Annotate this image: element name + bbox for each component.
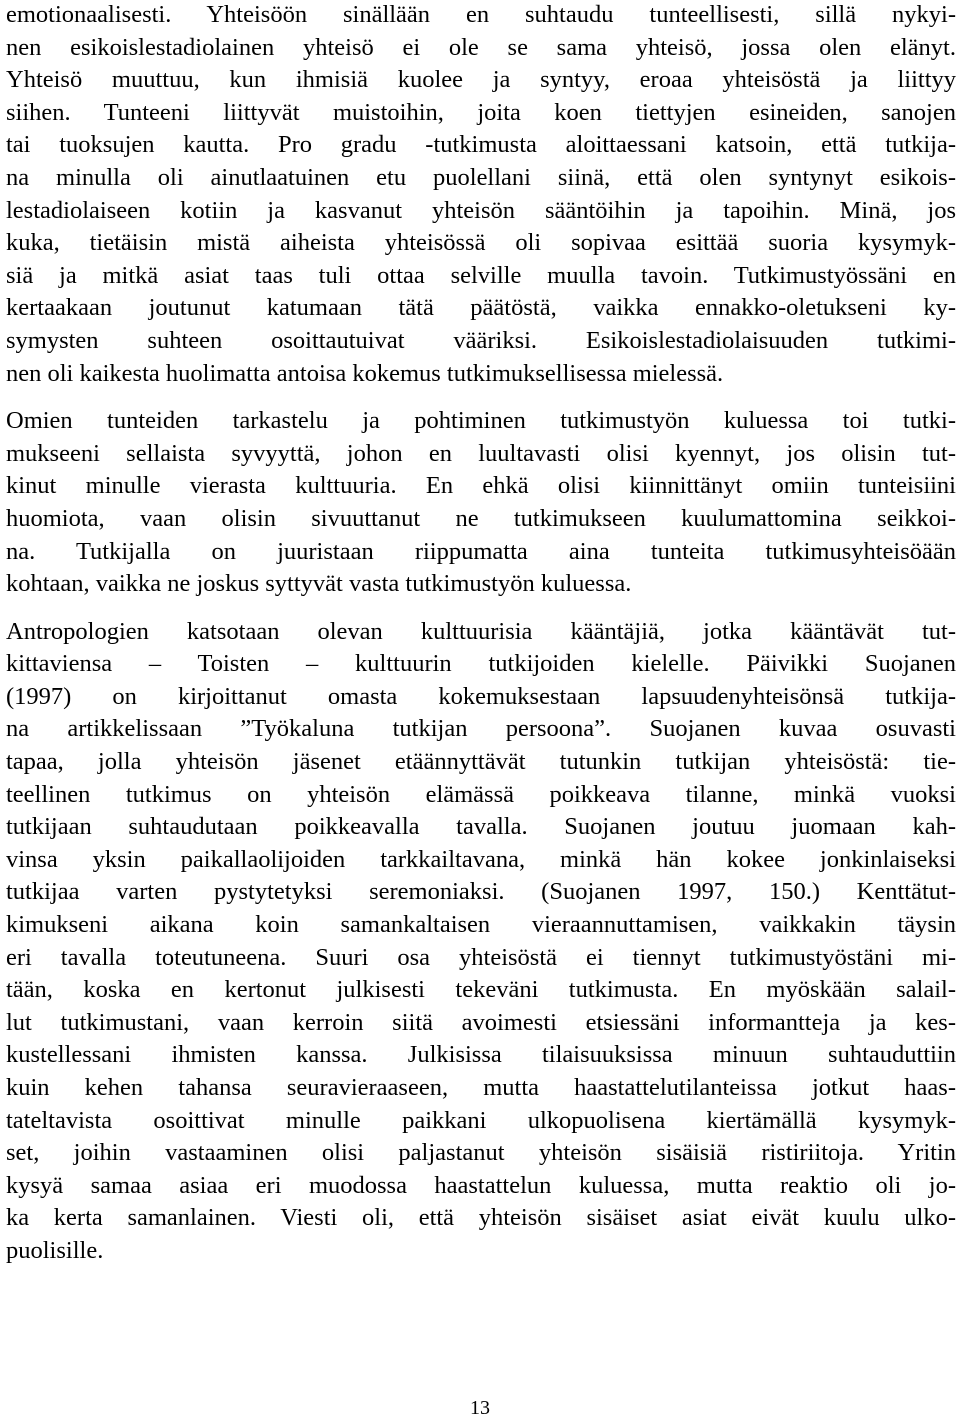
text-line: set, joihin vastaaminen olisi paljastanut yhteisön sisäisiä ristiriitoja. Yritin bbox=[6, 1139, 956, 1167]
body-text bbox=[6, 0, 956, 1268]
text-line: kysyä samaa asiaa eri muodossa haastattelun kuluessa, mutta reaktio oli jo- bbox=[6, 1171, 956, 1199]
text-line: kinut minulle vierasta kulttuuria. En ehkä olisi kiinnittänyt omiin tunteisiini bbox=[6, 472, 956, 500]
paragraph-3 bbox=[6, 616, 956, 1268]
text-line: nen esikoislestadiolainen yhteisö ei ole se sama yhteisö, jossa olen elänyt. bbox=[6, 33, 956, 61]
text-line: kuin kehen tahansa seuravieraaseen, mutta haastattelutilanteissa jotkut haas- bbox=[6, 1074, 956, 1101]
text-line: na minulla oli ainutlaatuinen etu puolellani siinä, että olen syntynyt esikois- bbox=[6, 163, 956, 191]
text-line: kustellessani ihmisten kanssa. Julkisissa tilaisuuksissa minuun suhtauduttiin bbox=[6, 1041, 956, 1069]
text-line: tai tuoksujen kautta. Pro gradu -tutkimusta aloittaessani katsoin, että tutkija- bbox=[6, 131, 956, 159]
text-line: siihen. Tunteeni liittyvät muistoihin, joita koen tiettyjen esineiden, sanojen bbox=[6, 98, 956, 126]
text-line: siä ja mitkä asiat taas tuli ottaa selville muulla tavoin. Tutkimustyössäni en bbox=[6, 261, 956, 289]
text-line: Omien tunteiden tarkastelu ja pohtiminen tutkimustyön kuluessa toi tutki- bbox=[6, 407, 956, 435]
text-line: tään, koska en kertonut julkisesti tekeväni tutkimusta. En myöskään salail- bbox=[6, 976, 956, 1004]
text-line: tutkijaan suhtaudutaan poikkeavalla tavalla. Suojanen joutuu juomaan kah- bbox=[6, 813, 956, 841]
text-line: kuka, tietäisin mistä aiheista yhteisössä oli sopivaa esittää suoria kysymyk- bbox=[6, 229, 956, 257]
paragraph-1 bbox=[6, 0, 956, 390]
paragraph-2 bbox=[6, 405, 956, 601]
text-line: eri tavalla toteutuneena. Suuri osa yhteisöstä ei tiennyt tutkimustyöstäni mi- bbox=[6, 943, 956, 971]
text-line: tateltavista osoittivat minulle paikkani ulkopuolisena kiertämällä kysymyk- bbox=[6, 1106, 956, 1134]
text-line: kimukseni aikana koin samankaltaisen vieraannuttamisen, vaikkakin täysin bbox=[6, 911, 956, 939]
text-line: kertaakaan joutunut katumaan tätä päätöstä, vaikka ennakko-oletukseni ky- bbox=[6, 294, 956, 322]
text-line: emotionaalisesti. Yhteisöön sinällään en suhtaudu tunteellisesti, sillä nykyi- bbox=[6, 1, 956, 28]
text-line: ka kerta samanlainen. Viesti oli, että yhteisön sisäiset asiat eivät kuulu ulko- bbox=[6, 1204, 956, 1232]
page-number: 13 bbox=[470, 1397, 490, 1419]
text-line: Yhteisö muuttuu, kun ihmisiä kuolee ja syntyy, eroaa yhteisöstä ja liittyy bbox=[6, 66, 956, 94]
text-line: Antropologien katsotaan olevan kulttuurisia kääntäjiä, jotka kääntävät tut- bbox=[6, 617, 956, 645]
text-line: teellinen tutkimus on yhteisön elämässä poikkeava tilanne, minkä vuoksi bbox=[6, 780, 956, 808]
text-line: lut tutkimustani, vaan kerroin siitä avoimesti etsiessäni informantteja ja kes- bbox=[6, 1008, 956, 1036]
text-line: tapaa, jolla yhteisön jäsenet etäännyttävät tutunkin tutkijan yhteisöstä: tie- bbox=[6, 748, 956, 776]
text-line: nen oli kaikesta huolimatta antoisa kokemus tutkimuksellisessa mielessä. bbox=[6, 359, 724, 387]
text-line: puolisille. bbox=[6, 1236, 104, 1264]
text-line: vinsa yksin paikallaolijoiden tarkkailtavana, minkä hän kokee jonkinlaiseksi bbox=[6, 845, 956, 873]
paragraph-spacer bbox=[6, 601, 956, 616]
text-line: na. Tutkijalla on juuristaan riippumatta aina tunteita tutkimusyhteisöään bbox=[6, 537, 956, 565]
text-line: lestadiolaiseen kotiin ja kasvanut yhteisön sääntöihin ja tapoihin. Minä, jos bbox=[6, 196, 956, 224]
text-line: kohtaan, vaikka ne joskus syttyvät vasta tutkimustyön kuluessa. bbox=[6, 570, 632, 598]
text-line: kittaviensa – Toisten – kulttuurin tutkijoiden kielelle. Päivikki Suojanen bbox=[6, 650, 956, 678]
text-line: (1997) on kirjoittanut omasta kokemuksestaan lapsuudenyhteisönsä tutkija- bbox=[6, 682, 956, 710]
text-line: huomiota, vaan olisin sivuuttanut ne tutkimukseen kuulumattomina seikkoi- bbox=[6, 504, 956, 532]
text-line: symysten suhteen osoittautuivat vääriksi. Esikoislestadiolaisuuden tutkimi- bbox=[6, 326, 956, 354]
paragraph-spacer bbox=[6, 390, 956, 405]
text-line: mukseeni sellaista syvyyttä, johon en luultavasti olisi kyennyt, jos olisin tut- bbox=[6, 439, 956, 467]
text-line: tutkijaa varten pystytetyksi seremoniaksi. (Suojanen 1997, 150.) Kenttätut- bbox=[6, 878, 956, 906]
text-line: na artikkelissaan ”Työkaluna tutkijan persoona”. Suojanen kuvaa osuvasti bbox=[6, 715, 956, 743]
